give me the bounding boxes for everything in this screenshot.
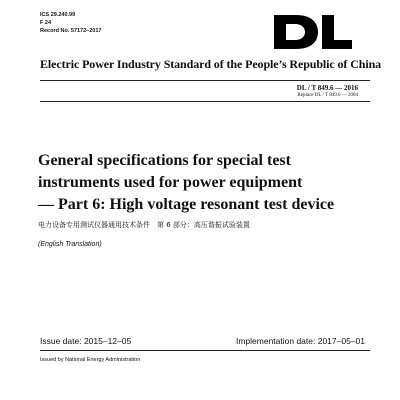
f-code: F 24: [40, 20, 52, 26]
header-divider: [40, 80, 370, 81]
code-divider: [40, 101, 370, 102]
title-line-3: — Part 6: High voltage resonant test device: [38, 196, 335, 213]
translation-note: (English Translation): [38, 241, 102, 248]
title-line-2: instruments used for power equipment: [38, 174, 303, 191]
classification-block: [40, 11, 101, 35]
standard-number: DL / T 849.6 — 2016: [296, 84, 358, 92]
document-title: [38, 150, 368, 216]
chinese-title: 电力设备专用测试仪器通用技术条件 第 6 部分：高压谐振试验装置: [38, 221, 250, 229]
ics-code: ICS 29.240.99: [40, 12, 76, 18]
dl-logo: [272, 14, 354, 50]
implementation-date: Implementation date: 2017–05–01: [235, 336, 365, 346]
issue-date: Issue date: 2015–12–05: [40, 336, 132, 346]
footer-divider: [40, 350, 370, 351]
record-number: Record No. 57172–2017: [40, 28, 102, 34]
standard-title: Electric Power Industry Standard of the People’s Republic of China: [40, 57, 382, 71]
issuing-authority: Issued by National Energy Administration: [40, 357, 141, 363]
title-line-1: General specifications for special test: [38, 152, 291, 169]
replaces-standard: Replace DL / T 849.6 — 2004: [297, 93, 358, 98]
standard-code-block: [297, 84, 358, 98]
